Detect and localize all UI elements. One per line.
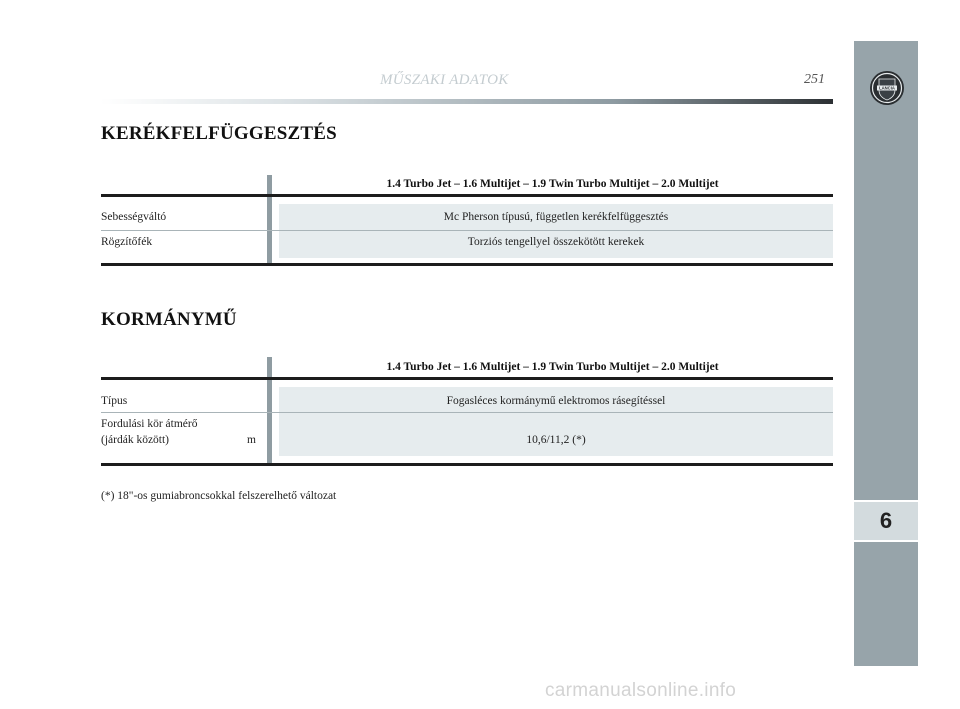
row-label: Sebességváltó <box>101 211 167 223</box>
row-value: Mc Pherson típusú, független kerékfelfüggesztés <box>443 211 669 223</box>
row-label: Rögzítőfék <box>101 236 153 248</box>
column-header: 1.4 Turbo Jet – 1.6 Multijet – 1.9 Twin Turbo Multijet – 2.0 Multijet <box>386 178 719 190</box>
table-rule-bottom <box>101 263 833 266</box>
unit-label: m <box>247 434 256 446</box>
section-title-suspension: KERÉKFELFÜGGESZTÉS <box>101 123 337 144</box>
row-value: Fogasléces kormánymű elektromos rásegítéssel <box>446 395 666 407</box>
table-rule-top <box>101 377 833 380</box>
table-rule-top <box>101 194 833 197</box>
table-rule-bottom <box>101 463 833 466</box>
suspension-table <box>101 175 833 267</box>
watermark: carmanualsonline.info <box>545 680 737 701</box>
header-rule <box>100 99 833 104</box>
page-number: 251 <box>804 72 825 87</box>
row-label: (járdák között) <box>101 434 170 446</box>
chapter-sidebar <box>854 41 918 666</box>
logo-text: LANCIA <box>879 85 895 91</box>
column-header: 1.4 Turbo Jet – 1.6 Multijet – 1.9 Twin Turbo Multijet – 2.0 Multijet <box>386 361 719 373</box>
section-title-steering: KORMÁNYMŰ <box>101 309 237 330</box>
row-value: 10,6/11,2 (*) <box>526 434 586 446</box>
running-header-title: MŰSZAKI ADATOK <box>380 72 509 88</box>
lancia-logo-icon <box>869 70 905 106</box>
chapter-tab[interactable]: 6 <box>854 500 918 542</box>
steering-table <box>101 357 833 469</box>
footnote: (*) 18"-os gumiabroncsokkal felszerelhető változat <box>101 490 337 502</box>
row-value: Torziós tengellyel összekötött kerekek <box>467 236 645 248</box>
column-divider <box>267 357 272 465</box>
row-label: Fordulási kör átmérő <box>101 418 198 430</box>
row-label: Típus <box>101 395 128 407</box>
